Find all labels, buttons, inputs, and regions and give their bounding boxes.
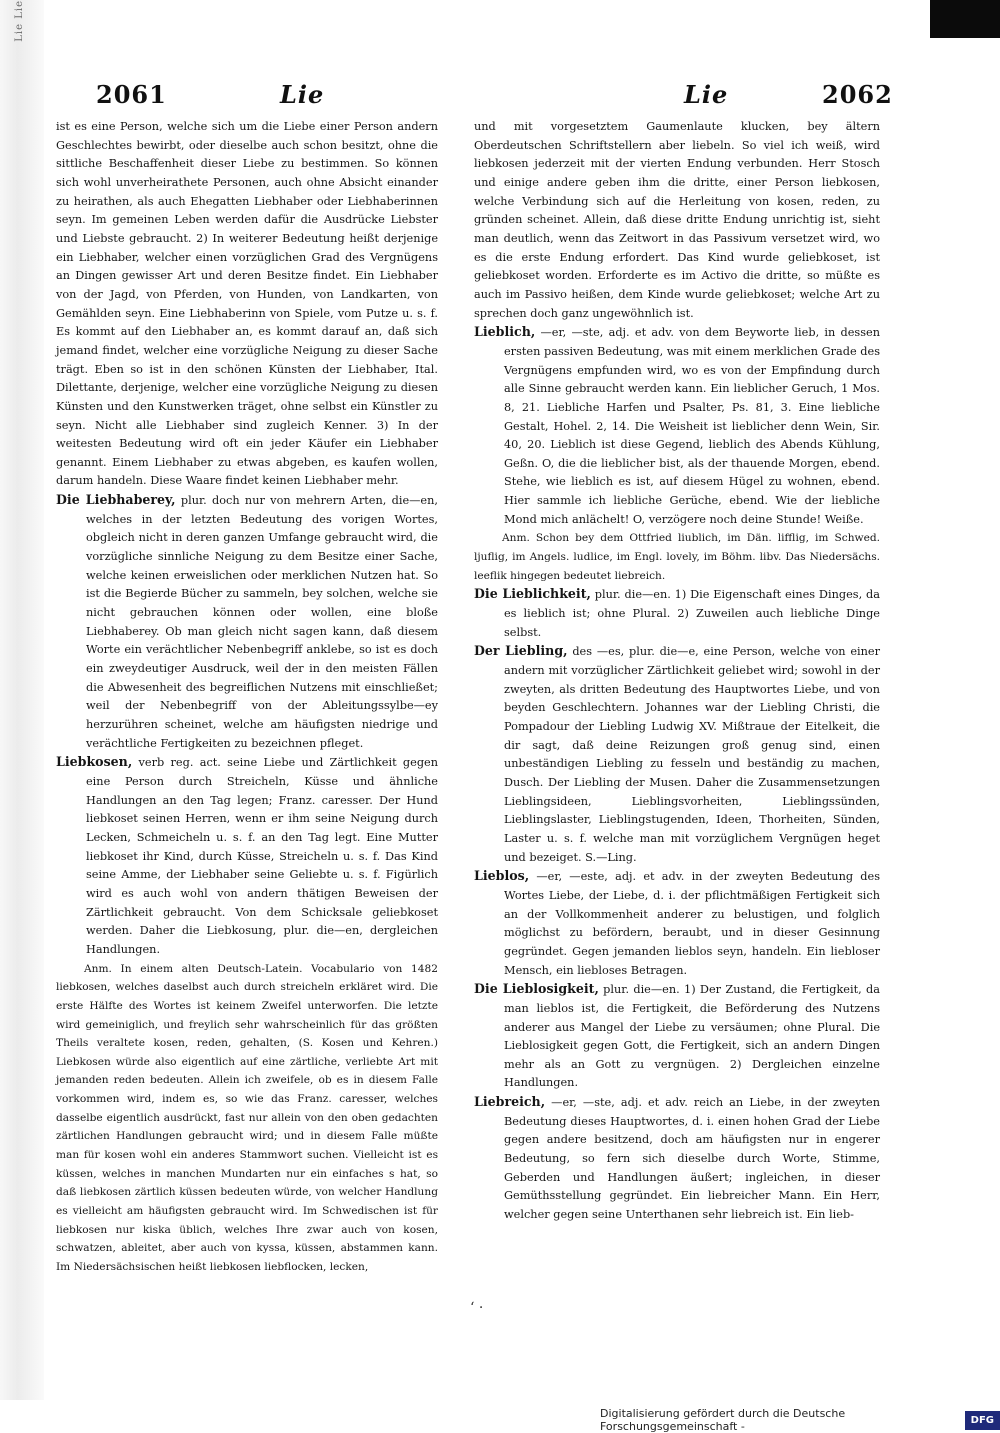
entry-liebkosen xyxy=(56,753,438,959)
entry-text: —er, —ste, adj. et adv. von dem Beyworte lieb, in dessen ersten passiven Bedeutung, was mit einem merklichen Grade des Vergnügens empfunden wird, wo es von der Empfindung durch alle Sinne gebraucht werden kann. Ein lieblicher Geruch, 1 Mos. 8, 21. Liebliche Harfen und Psalter, Ps. 81, 3. Eine liebliche Gestalt, Hohel. 2, 14. Die Weisheit ist lieblicher denn Wein, Sir. 40, 20. Lieblich ist diese Gegend, lieblich des Abends Kühlung, Geßn. O, die die lieblicher bist, als der thauende Morgen, ebend. Stehe, wie lieblich es ist, auf diesem Hügel zu wohnen, ebend. Hier sammle ich liebliche Gerüche, ebend. Wie der liebliche Mond mich anlächelt! O, verzögere noch deine Stunde! Weiße. xyxy=(504,326,880,526)
entry-liebling xyxy=(474,642,880,867)
entry-lieblos xyxy=(474,867,880,980)
lemma: Die Liebhaberey, xyxy=(56,492,176,508)
entry-text: plur. die—en. 1) Der Zustand, die Fertigkeit, da man lieblos ist, die Fertigkeit, die Beförderung des Nutzens anderer aus Mangel der Liebe zu versäumen; ohne Plural. Die Lieblosigkeit gegen Gott, die Fertigkeit, sich an andern Dingen mehr als an Gott zu vergnügen. 2) Dergleichen einzelne Handlungen. xyxy=(504,983,880,1090)
entry-lieblosigkeit xyxy=(474,980,880,1093)
scan-border-strip xyxy=(0,0,44,1400)
footer xyxy=(600,1408,1000,1432)
lemma: Lieblich, xyxy=(474,324,536,340)
lemma: Lieblos, xyxy=(474,868,530,884)
entry-lieblichkeit xyxy=(474,585,880,642)
entry-text: plur. doch nur von mehrern Arten, die—en, welches in der letzten Bedeutung des vorigen Wortes, obgleich nicht in deren ganzen Umfange gebraucht wird, die vorzügliche sinnliche Neigung zu dem Besitze einer Sache, welche keinen erweislichen oder merklichen Nutzen hat. So ist die Begierde Bücher zu sammeln, bey solchen, welche sie nicht gebrauchen können oder wollen, eine bloße Liebhaberey. Ob man gleich nicht sagen kann, daß diesem Worte ein verächtlicher Nebenbegriff anklebe, so ist es doch ein zweydeutiger Ausdruck, weil der in den meisten Fällen die Abwesenheit des begreiflichen Nutzens mit einschließet; weil der Nebenbegriff von der Ableitungssylbe—ey herzurühren scheinet, welche am häufigsten niedrige und verächtliche Fertigkeiten zu bezeichnen pfleget. xyxy=(86,494,438,750)
entry-text: —er, —ste, adj. et adv. reich an Liebe, in der zweyten Bedeutung dieses Hauptwortes, d. i. einen hohen Grad der Liebe gegen andere besitzend, doch am häufigsten nur in engerer Bedeutung, so fern sich dieselbe durch Worte, Stimme, Geberden und Handlungen äußert; ingleichen, in dieser Gemüthsstellung gegründet. Ein liebreicher Mann. Ein Herr, welcher gegen seine Unterthanen sehr liebreich ist. Ein lieb- xyxy=(504,1096,881,1222)
lemma: Die Lieblichkeit, xyxy=(474,586,591,602)
dfg-logo: DFG xyxy=(965,1411,1000,1430)
lemma: Die Lieblosigkeit, xyxy=(474,981,599,997)
left-column xyxy=(56,118,438,1277)
left-running-head: Lie xyxy=(280,80,325,109)
entry-liebkosen-continued: und mit vorgesetztem Gaumenlaute klucken, bey ältern Oberdeutschen Schriftstellern aber liebeln. So viel ich weiß, wird liebkosen jederzeit mit der vierten Endung verbunden. Herr Stosch und einige andere geben ihm die dritte, einer Person liebkosen, welche Verbindung sich auf die Herleitung von kosen, reden, zu gründen scheinet. Allein, daß diese dritte Endung unrichtig ist, sieht man deutlich, wenn das Zeitwort in das Passivum versetzet wird, wo es die erste Endung erfordert. Das Kind wurde geliebkoset, ist geliebkoset worden. Erforderte es im Activo die dritte, so müßte es auch im Passivo heißen, dem Kinde wurde geliebkoset; welche Art zu sprechen doch ganz ungewöhnlich ist. xyxy=(474,120,880,320)
lemma: Der Liebling, xyxy=(474,643,568,659)
edge-mark: Lie Lie xyxy=(14,0,25,42)
entry-text: des —es, plur. die—e, eine Person, welche von einer andern mit vorzüglicher Zärtlichkeit geliebet wird; sowohl in der zweyten, als dritten Bedeutung des Hauptwortes Liebe, und von beyden Geschlechtern. Johannes war der Liebling Christi, die Pompadour der Liebling Ludwig XV. Mißtraue der Eitelkeit, die dir sagt, daß deine Reizungen groß genug sind, einen unbeständigen Liebling zu fesseln und beständig zu machen, Dusch. Der Liebling der Musen. Daher die Zusammensetzungen Lieblingsideen, Lieblingsvorheiten, Lieblingssünden, Lieblingslaster, Lieblingstugenden, Ideen, Thorheiten, Sünden, Laster u. s. f. welche man mit vorzüglichem Vergnügen heget und bezeiget. S.—Ling. xyxy=(504,645,880,864)
scan-corner-shadow xyxy=(930,0,1000,38)
right-page-number: 2062 xyxy=(822,80,893,109)
left-page-number: 2061 xyxy=(96,80,167,109)
entry-text: verb reg. act. seine Liebe und Zärtlichkeit gegen eine Person durch Streicheln, Küsse und ähnliche Handlungen an den Tag legen; Franz. caresser. Der Hund liebkoset seinen Herren, wenn er ihm seine Neigung durch Lecken, Schmeicheln u. s. f. an den Tag legt. Eine Mutter liebkoset ihr Kind, durch Küsse, Streicheln u. s. f. Das Kind seine Amme, der Liebhaber seine Geliebte u. s. f. Figürlich wird es auch wohl von andern thätigen Beweisen der Zärtlichkeit gebraucht. Von dem Schicksale geliebkoset werden. Daher die Liebkosung, plur. die—en, dergleichen Handlungen. xyxy=(86,756,439,956)
entry-lieblich xyxy=(474,323,880,529)
annotation-liebkosen: Anm. In einem alten Deutsch-Latein. Vocabulario von 1482 liebkosen, welches daselbst auch durch streicheln erkläret wird. Die erste Hälfte des Wortes ist keinem Zweifel unterworfen. Die letzte wird gemeiniglich, und freylich sehr wahrscheinlich für das größten Theils veraltete kosen, reden, gehalten, (S. Kosen und Kehren.) Liebkosen würde also eigentlich auf eine zärtliche, verliebte Art mit jemanden reden bedeuten. Allein ich zweifele, ob es in diesem Falle vorkommen wird, indem es, so wie das Franz. caresser, welches dasselbe eigentlich ausdrückt, fast nur allein von den oben gedachten zärtlichen Handlungen gebraucht wird; und in diesem Falle müßte man für kosen wohl ein anderes Stammwort suchen. Vielleicht ist es küssen, welches in manchen Mundarten nur ein einfaches s hat, so daß liebkosen zärtlich küssen bedeuten würde, von welcher Handlung es vielleicht am häufigsten gebraucht wird. Im Schwedischen ist für liebkosen nur kiska üblich, welches Ihre zwar auch von kosen, schwatzen, ableitet, aber auch von kyssa, küssen, abstammen kann. Im Niedersächsischen heißt liebkosen liebflocken, lecken, xyxy=(56,962,438,1274)
right-column xyxy=(474,118,880,1225)
footer-credit: Digitalisierung gefördert durch die Deutsche Forschungsgemeinschaft - xyxy=(600,1407,846,1433)
entry-text: plur. die—en. 1) Die Eigenschaft eines Dinges, da es lieblich ist; ohne Plural. 2) Zuweilen auch liebliche Dinge selbst. xyxy=(504,588,880,639)
lemma: Liebkosen, xyxy=(56,754,133,770)
lemma: Liebreich, xyxy=(474,1094,546,1110)
bottom-marks: ‘ · xyxy=(470,1300,484,1316)
annotation-lieblich: Anm. Schon bey dem Ottfried liublich, im Dän. lifflig, im Schwed. ljuflig, im Angels. ludlice, im Engl. lovely, im Böhm. libv. Das Niedersächs. leeflik hingegen bedeutet liebreich. xyxy=(474,532,880,582)
entry-liebreich xyxy=(474,1093,880,1225)
right-running-head: Lie xyxy=(684,80,729,109)
entry-liebhaber-continued: ist es eine Person, welche sich um die Liebe einer Person andern Geschlechtes bewirbt, oder dieselbe auch schon besitzt, ohne die sittliche Beschaffenheit dieser Liebe zu bestimmen. So können sich wohl unverheirathete Personen, auch ohne Absicht einander zu heirathen, als auch Ehegatten Liebhaber oder Liebhaberinnen seyn. Im gemeinen Leben werden dafür die Ausdrücke Liebster und Liebste gebraucht. 2) In weiterer Bedeutung heißt derjenige ein Liebhaber, welcher einen vorzüglichen Grad des Vergnügens an Dingen gewisser Art und deren Besitze findet. Ein Liebhaber von der Jagd, von Pferden, von Hunden, von Landkarten, von Gemählden seyn. Eine Liebhaberinn von Spiele, vom Putze u. s. f. Es kommt auf den Liebhaber an, es kommt darauf an, daß sich jemand findet, welcher eine vorzügliche Neigung zu dieser Sache trägt. Eben so ist in den schönen Künsten der Liebhaber, Ital. Dilettante, derjenige, welcher eine vorzügliche Neigung zu diesen Künsten und den Kunstwerken träget, ohne selbst ein Künstler zu seyn. Nicht alle Liebhaber sind zugleich Kenner. 3) In der weitesten Bedeutung wird oft ein jeder Käufer ein Liebhaber genannt. Einem Liebhaber zu etwas abgeben, es kaufen wollen, darum handeln. Diese Waare findet keinen Liebhaber mehr. xyxy=(56,120,438,488)
entry-text: —er, —este, adj. et adv. in der zweyten Bedeutung des Wortes Liebe, der Liebe, d. i. der pflichtmäßigen Fertigkeit sich an der Vollkommenheit anderer zu belustigen, und folglich möglichst zu befördern, beraubt, und in dieser Gesinnung gegründet. Gegen jemanden lieblos seyn, handeln. Ein liebloser Mensch, ein liebloses Betragen. xyxy=(504,870,880,977)
entry-liebhaberey xyxy=(56,491,438,753)
